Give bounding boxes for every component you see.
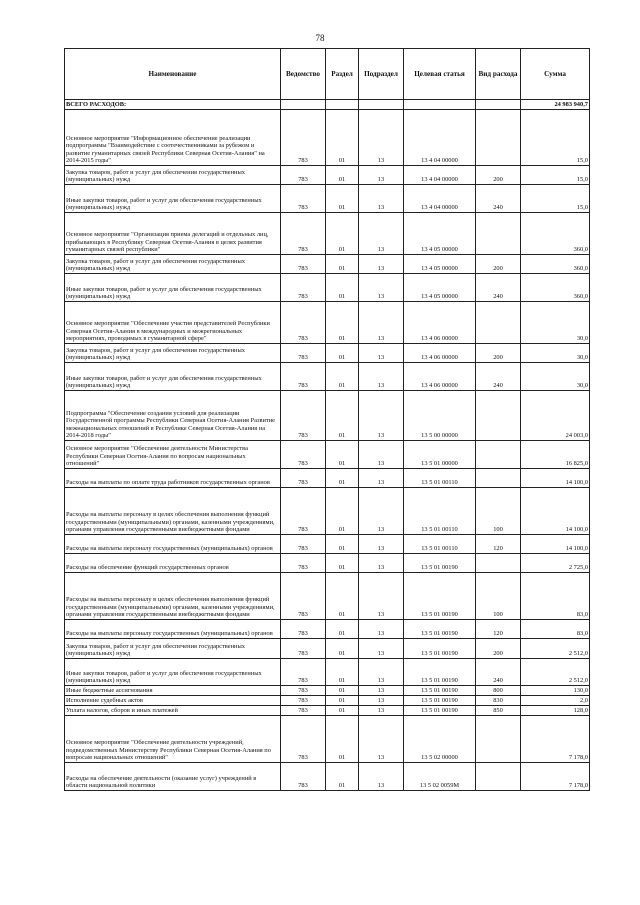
row-name: Основное мероприятие "Обеспечение деятельности Министерства Республики Северная Осетия-Алания по вопросам национальных отношений" [65, 441, 281, 469]
row-target: 13 5 00 00000 [404, 391, 476, 441]
row-target: 13 5 01 00190 [404, 573, 476, 620]
row-section: 01 [326, 391, 359, 441]
row-section: 01 [326, 274, 359, 302]
table-row [65, 706, 590, 716]
row-name: Расходы на выплаты персоналу государственных (муниципальных) органов [65, 535, 281, 554]
table-row [65, 255, 590, 274]
row-target: 13 5 02 0059М [404, 763, 476, 791]
row-target: 13 5 01 00190 [404, 659, 476, 686]
table-row [65, 469, 590, 488]
row-dept: 783 [281, 696, 326, 706]
row-exp-type [476, 763, 521, 791]
row-amount: 30,0 [521, 363, 590, 391]
row-target: 13 4 04 00000 [404, 166, 476, 185]
row-amount: 15,0 [521, 110, 590, 166]
row-exp-type [476, 554, 521, 573]
table-row [65, 441, 590, 469]
row-target: 13 4 06 00000 [404, 363, 476, 391]
row-amount: 2,0 [521, 696, 590, 706]
row-subsection: 13 [359, 274, 404, 302]
row-target: 13 4 05 00000 [404, 274, 476, 302]
row-name: Основное мероприятие "Обеспечение участия представителей Республики Северная Осетия-Алания в международных и межрегиональных мероприятиях, проводимых в гуманитарной сфере" [65, 302, 281, 344]
table-row [65, 639, 590, 659]
row-exp-type [476, 716, 521, 763]
header-subsection: Подраздел [359, 49, 404, 100]
row-dept: 783 [281, 706, 326, 716]
total-amount: 24 983 940,7 [521, 100, 590, 110]
row-target: 13 5 01 00190 [404, 706, 476, 716]
row-exp-type: 120 [476, 535, 521, 554]
row-exp-type [476, 302, 521, 344]
table-row [65, 166, 590, 185]
row-subsection: 13 [359, 469, 404, 488]
row-section: 01 [326, 344, 359, 363]
row-name: Закупка товаров, работ и услуг для обеспечения государственных (муниципальных) нужд [65, 166, 281, 185]
row-target: 13 4 05 00000 [404, 255, 476, 274]
row-dept: 783 [281, 573, 326, 620]
row-amount: 83,0 [521, 573, 590, 620]
row-exp-type: 200 [476, 639, 521, 659]
table-row [65, 110, 590, 166]
row-subsection: 13 [359, 185, 404, 213]
row-target: 13 4 06 00000 [404, 344, 476, 363]
row-subsection: 13 [359, 255, 404, 274]
row-dept: 783 [281, 686, 326, 696]
table-row [65, 185, 590, 213]
row-section: 01 [326, 639, 359, 659]
row-subsection: 13 [359, 639, 404, 659]
row-exp-type [476, 213, 521, 255]
row-section: 01 [326, 185, 359, 213]
row-target: 13 5 01 00190 [404, 696, 476, 706]
table-row [65, 686, 590, 696]
row-exp-type: 830 [476, 696, 521, 706]
row-dept: 783 [281, 110, 326, 166]
row-section: 01 [326, 441, 359, 469]
row-subsection: 13 [359, 166, 404, 185]
row-name: Уплата налогов, сборов и иных платежей [65, 706, 281, 716]
row-exp-type: 200 [476, 344, 521, 363]
row-section: 01 [326, 213, 359, 255]
row-subsection: 13 [359, 696, 404, 706]
table-row [65, 763, 590, 791]
row-name: Расходы на обеспечение деятельности (оказание услуг) учреждений в области национальной политики [65, 763, 281, 791]
row-subsection: 13 [359, 110, 404, 166]
row-subsection: 13 [359, 763, 404, 791]
row-section: 01 [326, 716, 359, 763]
row-dept: 783 [281, 344, 326, 363]
header-name: Наименование [65, 49, 281, 100]
header-amount: Сумма [521, 49, 590, 100]
row-section: 01 [326, 469, 359, 488]
row-dept: 783 [281, 554, 326, 573]
row-dept: 783 [281, 763, 326, 791]
row-subsection: 13 [359, 716, 404, 763]
row-amount: 15,0 [521, 166, 590, 185]
header-exp-type: Вид расхода [476, 49, 521, 100]
table-row [65, 573, 590, 620]
row-section: 01 [326, 488, 359, 535]
table-row [65, 363, 590, 391]
table-row [65, 620, 590, 639]
row-subsection: 13 [359, 344, 404, 363]
table-row [65, 659, 590, 686]
row-section: 01 [326, 620, 359, 639]
row-dept: 783 [281, 469, 326, 488]
row-section: 01 [326, 696, 359, 706]
row-subsection: 13 [359, 441, 404, 469]
row-exp-type: 240 [476, 659, 521, 686]
row-amount: 16 825,0 [521, 441, 590, 469]
row-target: 13 4 06 00000 [404, 302, 476, 344]
row-amount: 30,0 [521, 302, 590, 344]
row-subsection: 13 [359, 391, 404, 441]
row-exp-type: 200 [476, 166, 521, 185]
row-amount: 2 512,0 [521, 659, 590, 686]
page-number: 78 [315, 33, 325, 43]
row-exp-type [476, 441, 521, 469]
row-amount: 14 100,0 [521, 469, 590, 488]
header-dept: Ведомство [281, 49, 326, 100]
total-row [65, 100, 590, 110]
table-row [65, 302, 590, 344]
row-section: 01 [326, 763, 359, 791]
row-target: 13 5 01 00190 [404, 686, 476, 696]
table-row [65, 696, 590, 706]
row-subsection: 13 [359, 554, 404, 573]
row-target: 13 5 01 00190 [404, 620, 476, 639]
row-target: 13 5 01 00190 [404, 554, 476, 573]
row-exp-type [476, 110, 521, 166]
row-dept: 783 [281, 488, 326, 535]
row-amount: 14 100,0 [521, 488, 590, 535]
row-exp-type: 200 [476, 255, 521, 274]
row-amount: 24 003,0 [521, 391, 590, 441]
header-row [65, 49, 590, 100]
row-section: 01 [326, 554, 359, 573]
row-subsection: 13 [359, 659, 404, 686]
row-amount: 7 178,0 [521, 763, 590, 791]
row-exp-type [476, 469, 521, 488]
row-subsection: 13 [359, 363, 404, 391]
row-section: 01 [326, 659, 359, 686]
row-dept: 783 [281, 166, 326, 185]
row-name: Подпрограмма "Обеспечение создания условий для реализации Государственной программы Республики Северная Осетия-Алания Развитие межнациональных отношений в Республике Северная Осетия-Алания на 2014-2018 годы" [65, 391, 281, 441]
row-amount: 360,0 [521, 274, 590, 302]
row-dept: 783 [281, 716, 326, 763]
row-subsection: 13 [359, 302, 404, 344]
row-section: 01 [326, 686, 359, 696]
row-subsection: 13 [359, 686, 404, 696]
row-name: Иные бюджетные ассигнования [65, 686, 281, 696]
row-target: 13 4 04 00000 [404, 110, 476, 166]
row-name: Закупка товаров, работ и услуг для обеспечения государственных (муниципальных) нужд [65, 344, 281, 363]
row-section: 01 [326, 363, 359, 391]
row-amount: 130,0 [521, 686, 590, 696]
row-name: Основное мероприятие "Информационное обеспечение реализации подпрограммы "Взаимодействие с соотечественниками за рубежом и развитие гуманитарных связей Республики Северная Осетия-Алания" на 2014-2015 годы" [65, 110, 281, 166]
row-dept: 783 [281, 535, 326, 554]
row-subsection: 13 [359, 706, 404, 716]
row-name: Иные закупки товаров, работ и услуг для обеспечения государственных (муниципальных) нужд [65, 274, 281, 302]
header-section: Раздел [326, 49, 359, 100]
table-row [65, 213, 590, 255]
row-amount: 128,0 [521, 706, 590, 716]
row-subsection: 13 [359, 213, 404, 255]
row-dept: 783 [281, 274, 326, 302]
row-exp-type: 240 [476, 363, 521, 391]
table-row [65, 535, 590, 554]
row-name: Закупка товаров, работ и услуг для обеспечения государственных (муниципальных) нужд [65, 639, 281, 659]
row-amount: 14 100,0 [521, 535, 590, 554]
row-dept: 783 [281, 185, 326, 213]
row-dept: 783 [281, 213, 326, 255]
expenditure-table [64, 48, 590, 791]
row-dept: 783 [281, 255, 326, 274]
row-name: Расходы на выплаты по оплате труда работников государственных органов [65, 469, 281, 488]
row-exp-type [476, 391, 521, 441]
row-target: 13 5 01 00110 [404, 488, 476, 535]
total-label: ВСЕГО РАСХОДОВ: [65, 100, 281, 110]
row-exp-type: 850 [476, 706, 521, 716]
row-amount: 2 725,0 [521, 554, 590, 573]
table-row [65, 344, 590, 363]
table-row [65, 488, 590, 535]
row-name: Иные закупки товаров, работ и услуг для обеспечения государственных (муниципальных) нужд [65, 363, 281, 391]
row-amount: 360,0 [521, 213, 590, 255]
table-row [65, 274, 590, 302]
row-section: 01 [326, 110, 359, 166]
row-dept: 783 [281, 302, 326, 344]
row-exp-type: 240 [476, 185, 521, 213]
row-amount: 360,0 [521, 255, 590, 274]
table-row [65, 716, 590, 763]
row-exp-type: 100 [476, 573, 521, 620]
row-amount: 30,0 [521, 344, 590, 363]
row-target: 13 5 01 00110 [404, 535, 476, 554]
row-subsection: 13 [359, 573, 404, 620]
header-target: Целевая статья [404, 49, 476, 100]
row-dept: 783 [281, 363, 326, 391]
row-name: Расходы на обеспечение функций государственных органов [65, 554, 281, 573]
row-subsection: 13 [359, 535, 404, 554]
row-amount: 7 178,0 [521, 716, 590, 763]
row-exp-type: 800 [476, 686, 521, 696]
row-section: 01 [326, 706, 359, 716]
row-exp-type: 240 [476, 274, 521, 302]
row-dept: 783 [281, 441, 326, 469]
row-target: 13 5 01 00000 [404, 441, 476, 469]
row-dept: 783 [281, 639, 326, 659]
row-section: 01 [326, 573, 359, 620]
row-name: Закупка товаров, работ и услуг для обеспечения государственных (муниципальных) нужд [65, 255, 281, 274]
row-target: 13 5 01 00110 [404, 469, 476, 488]
table-row [65, 391, 590, 441]
row-section: 01 [326, 302, 359, 344]
row-amount: 2 512,0 [521, 639, 590, 659]
row-subsection: 13 [359, 488, 404, 535]
row-section: 01 [326, 166, 359, 185]
row-target: 13 5 02 00000 [404, 716, 476, 763]
row-target: 13 4 05 00000 [404, 213, 476, 255]
row-dept: 783 [281, 659, 326, 686]
row-section: 01 [326, 535, 359, 554]
row-name: Расходы на выплаты персоналу в целях обеспечения выполнения функций государственными (муниципальными) органами, казенными учреждениями, органами управления государственными внебюджетными фондами [65, 488, 281, 535]
row-subsection: 13 [359, 620, 404, 639]
row-amount: 15,0 [521, 185, 590, 213]
row-name: Расходы на выплаты персоналу государственных (муниципальных) органов [65, 620, 281, 639]
row-name: Исполнение судебных актов [65, 696, 281, 706]
row-name: Основное мероприятие "Организация приема делегаций и отдельных лиц, прибывающих в Республику Северная Осетия-Алания в целях развития гуманитарных связей республики" [65, 213, 281, 255]
row-name: Расходы на выплаты персоналу в целях обеспечения выполнения функций государственными (муниципальными) органами, казенными учреждениями, органами управления государственными внебюджетными фондами [65, 573, 281, 620]
row-amount: 83,0 [521, 620, 590, 639]
row-name: Основное мероприятие "Обеспечение деятельности учреждений, подведомственных Министерству Республики Северная Осетия-Алания по вопросам национальных отношений" [65, 716, 281, 763]
row-target: 13 5 01 00190 [404, 639, 476, 659]
row-name: Иные закупки товаров, работ и услуг для обеспечения государственных (муниципальных) нужд [65, 185, 281, 213]
row-exp-type: 120 [476, 620, 521, 639]
row-target: 13 4 04 00000 [404, 185, 476, 213]
row-exp-type: 100 [476, 488, 521, 535]
row-dept: 783 [281, 391, 326, 441]
row-section: 01 [326, 255, 359, 274]
table-row [65, 554, 590, 573]
row-dept: 783 [281, 620, 326, 639]
row-name: Иные закупки товаров, работ и услуг для обеспечения государственных (муниципальных) нужд [65, 659, 281, 686]
